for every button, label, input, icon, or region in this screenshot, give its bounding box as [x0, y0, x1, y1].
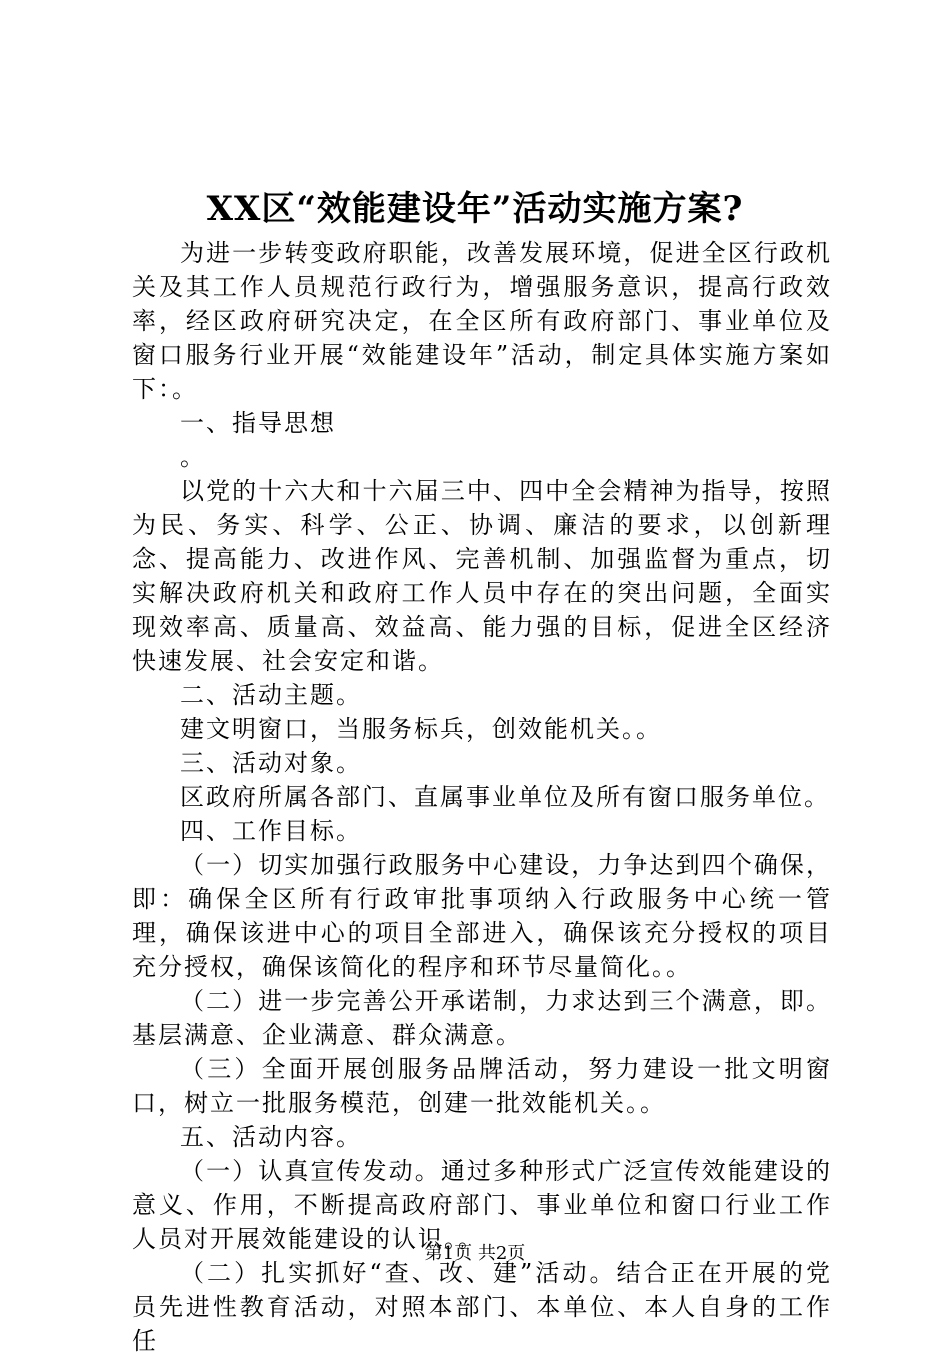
- paragraph-content-2: （二）扎实抓好“查、改、建”活动。结合正在开展的党员先进性教育活动，对照本部门、本单位、本人自身的工作任: [132, 1259, 832, 1355]
- paragraph-intro: 为进一步转变政府职能，改善发展环境，促进全区行政机关及其工作人员规范行政行为，增强服务意识，提高行政效率，经区政府研究决定，在全区所有政府部门、事业单位及窗口服务行业开展“效能建设年”活动，制定具体实施方案如下：。: [132, 239, 832, 403]
- page-footer: 第1页 共2页: [424, 1243, 526, 1264]
- section-heading-content: 五、活动内容。: [180, 1123, 362, 1151]
- paragraph-targets: 区政府所属各部门、直属事业单位及所有窗口服务单位。: [180, 783, 830, 811]
- paragraph-theme: 建文明窗口，当服务标兵，创效能机关。。: [180, 715, 662, 743]
- document-body: [132, 236, 832, 1358]
- section-heading-theme: 二、活动主题。: [180, 681, 362, 709]
- section-heading-targets: 三、活动对象。: [180, 749, 362, 777]
- document-title: XX区“效能建设年”活动实施方案?: [206, 189, 744, 229]
- paragraph-goal-2: （二）进一步完善公开承诺制，力求达到三个满意，即。基层满意、企业满意、群众满意。: [132, 987, 832, 1049]
- paragraph-goal-3: （三）全面开展创服务品牌活动，努力建设一批文明窗口，树立一批服务模范，创建一批效能机关。。: [132, 1055, 832, 1117]
- section-heading-goals: 四、工作目标。: [180, 817, 362, 845]
- section-heading-guiding-thought: 一、指导思想: [180, 409, 336, 437]
- paragraph-content-1: （一）认真宣传发动。通过多种形式广泛宣传效能建设的意义、作用，不断提高政府部门、事业单位和窗口行业工作人员对开展效能建设的认识。。: [132, 1157, 832, 1253]
- paragraph-goal-1: （一）切实加强行政服务中心建设，力争达到四个确保，即：确保全区所有行政审批事项纳入行政服务中心统一管理，确保该进中心的项目全部进入，确保该充分授权的项目充分授权，确保该简化的程序和环节尽量简化。。: [132, 851, 832, 981]
- paragraph-guiding-thought: 以党的十六大和十六届三中、四中全会精神为指导，按照为民、务实、科学、公正、协调、廉洁的要求，以创新理念、提高能力、改进作风、完善机制、加强监督为重点，切实解决政府机关和政府工作人员中存在的突出问题，全面实现效率高、质量高、效益高、能力强的目标，促进全区经济快速发展、社会安定和谐。: [132, 477, 832, 675]
- paragraph-mark: 。: [180, 443, 206, 471]
